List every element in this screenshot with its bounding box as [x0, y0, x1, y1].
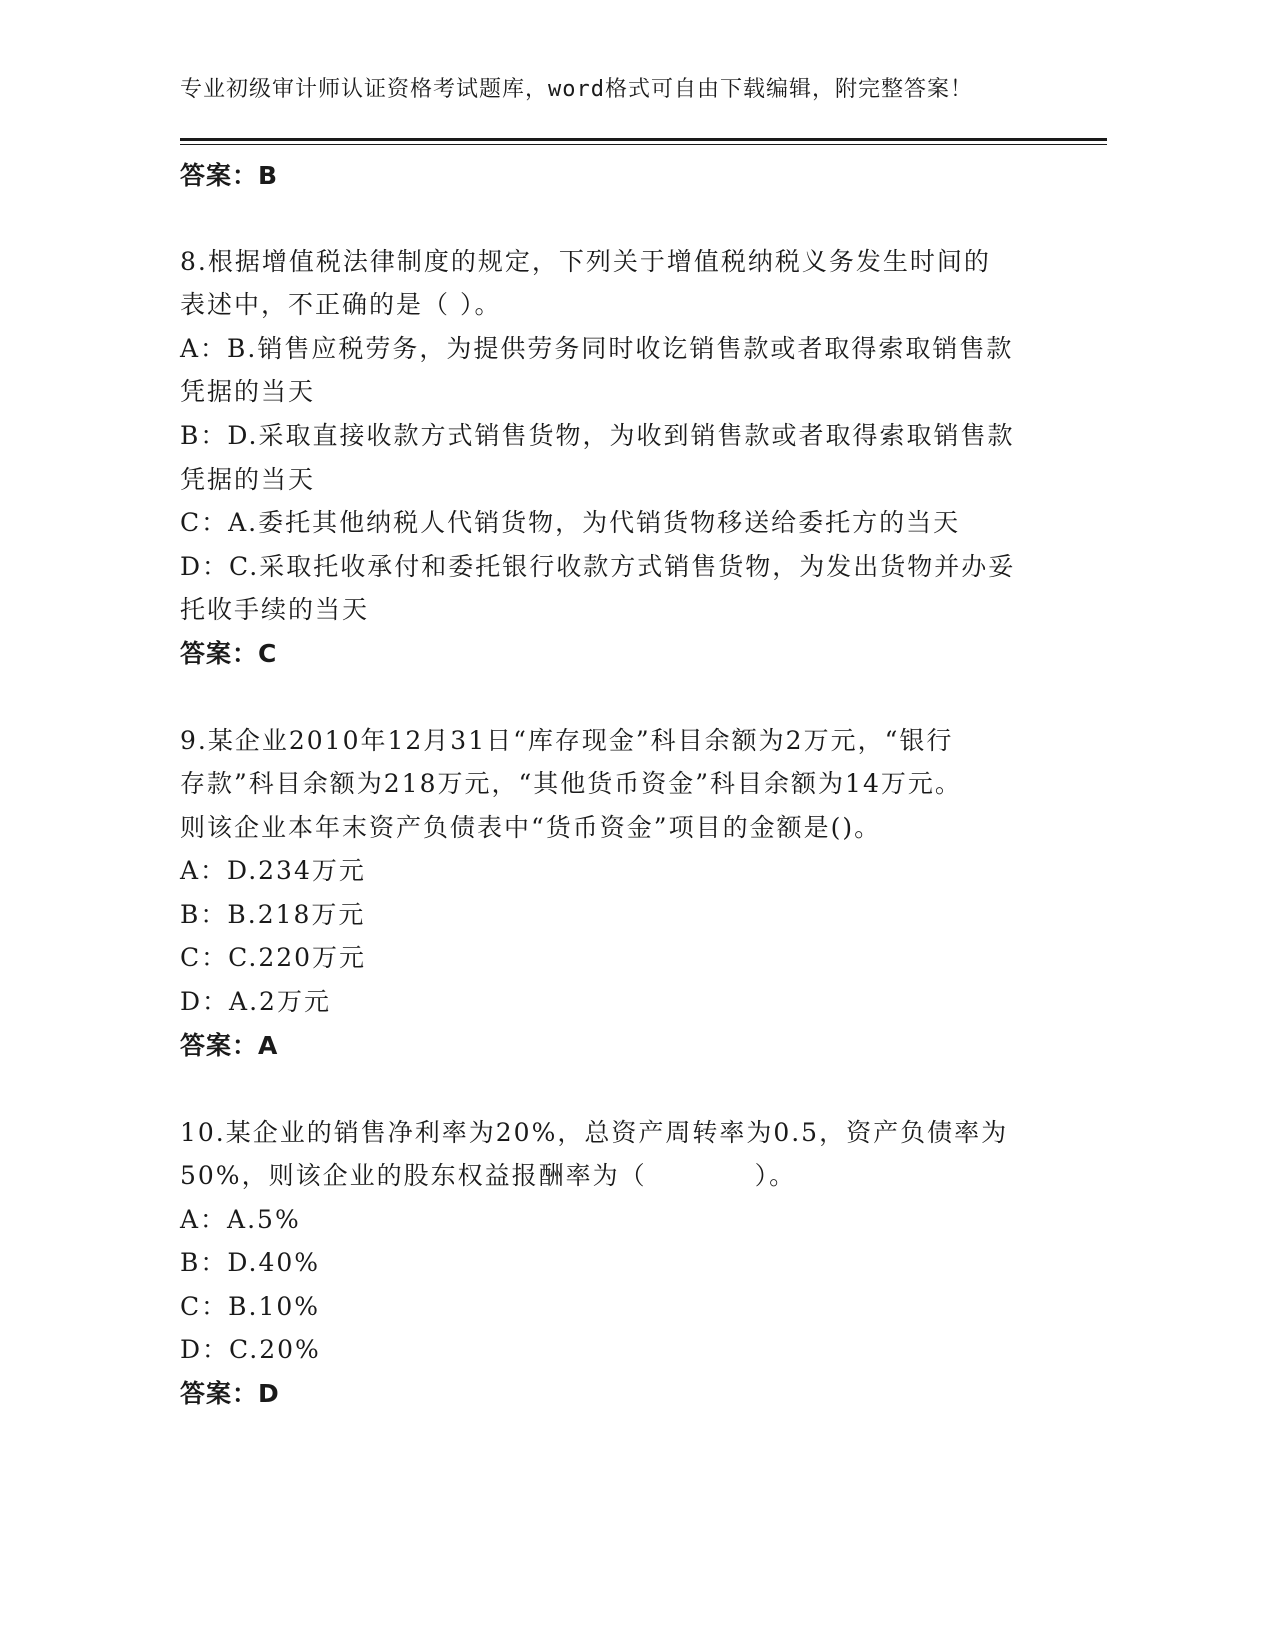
- q9-stem-line3: 则该企业本年末资产负债表中“货币资金”项目的金额是()。: [180, 813, 882, 842]
- q10-option-a: A：A.5%: [180, 1205, 301, 1234]
- q9-stem-line2: 存款”科目余额为218万元，“其他货币资金”科目余额为14万元。: [180, 769, 962, 798]
- q8-stem-line2: 表述中，不正确的是（ ）。: [180, 290, 502, 319]
- q8-option-a-line2: 凭据的当天: [180, 377, 316, 406]
- q10-option-b: B：D.40%: [180, 1248, 321, 1277]
- q10-stem-line1: 10.某企业的销售净利率为20%，总资产周转率为0.5，资产负债率为: [180, 1118, 1009, 1147]
- q8-stem-line1: 8.根据增值税法律制度的规定，下列关于增值税纳税义务发生时间的: [180, 247, 991, 276]
- q10-option-d: D：C.20%: [180, 1335, 321, 1364]
- q10-stem-line2: 50%，则该企业的股东权益报酬率为（ ）。: [180, 1161, 797, 1190]
- page-header: 专业初级审计师认证资格考试题库，word格式可自由下载编辑，附完整答案！: [180, 77, 973, 102]
- q9-option-a: A：D.234万元: [180, 856, 366, 885]
- q10-option-c: C：B.10%: [180, 1292, 321, 1321]
- q9-stem-line1: 9.某企业2010年12月31日“库存现金”科目余额为2万元，“银行: [180, 726, 954, 755]
- q8-option-d-line2: 托收手续的当天: [180, 595, 370, 624]
- q8-option-b-line1: B：D.采取直接收款方式销售货物，为收到销售款或者取得索取销售款: [180, 421, 1015, 450]
- q8-option-a-line1: A：B.销售应税劳务，为提供劳务同时收讫销售款或者取得索取销售款: [180, 334, 1014, 363]
- header-rule-thick: [180, 138, 1107, 141]
- q8-option-b-line2: 凭据的当天: [180, 465, 316, 494]
- q9-answer: 答案：A: [180, 1031, 279, 1060]
- q8-answer: 答案：C: [180, 639, 278, 668]
- q9-option-b: B：B.218万元: [180, 900, 366, 929]
- q8-option-c: C：A.委托其他纳税人代销货物，为代销货物移送给委托方的当天: [180, 508, 961, 537]
- previous-answer: 答案：B: [180, 161, 279, 190]
- q8-option-d-line1: D：C.采取托收承付和委托银行收款方式销售货物，为发出货物并办妥: [180, 552, 1016, 581]
- q9-option-c: C：C.220万元: [180, 943, 367, 972]
- q10-answer: 答案：D: [180, 1379, 280, 1408]
- header-rule-thin: [180, 144, 1107, 145]
- q9-option-d: D：A.2万元: [180, 987, 331, 1016]
